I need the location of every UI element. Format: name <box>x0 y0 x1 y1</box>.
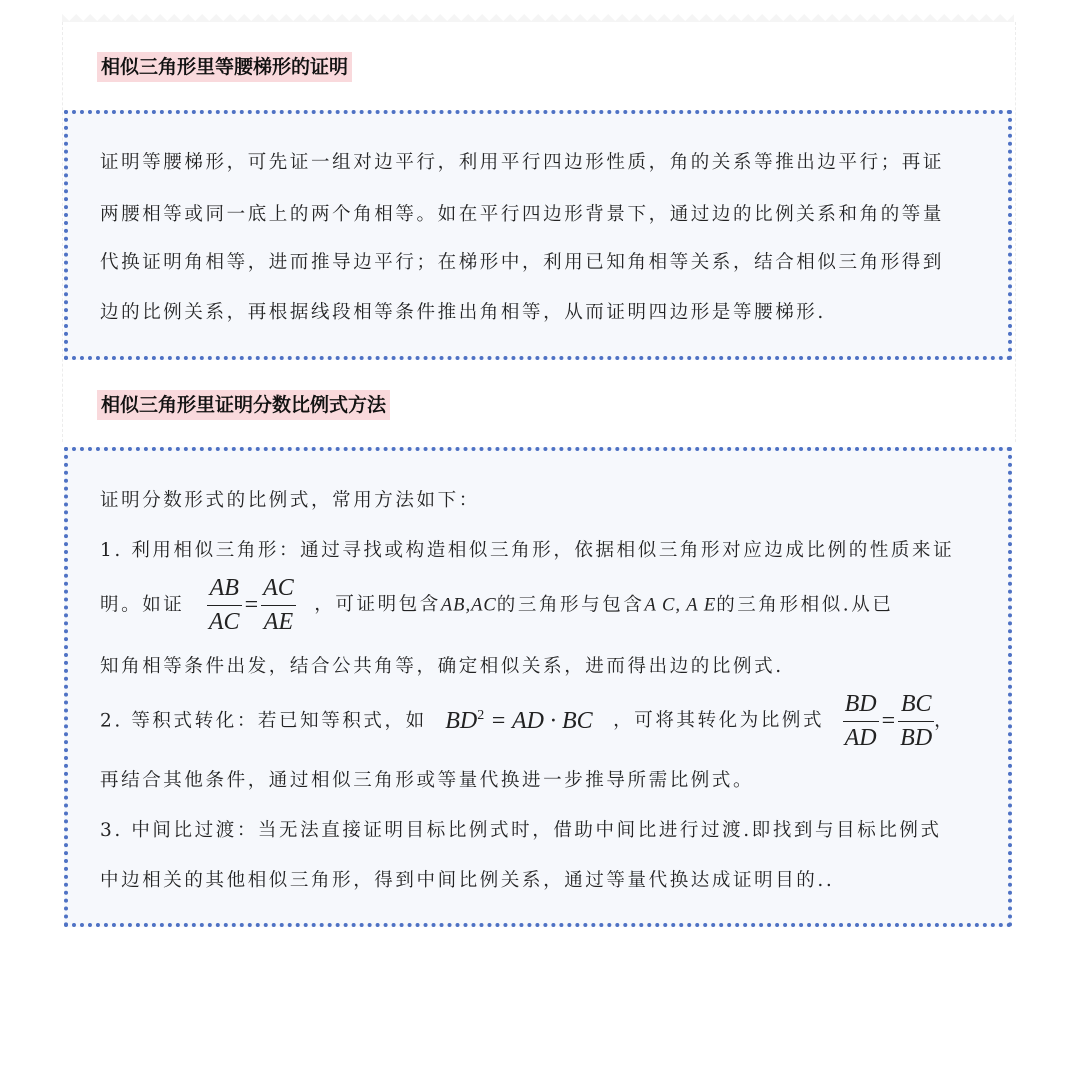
fraction-denominator: AD <box>844 724 877 751</box>
fraction-ac-over-ae <box>261 574 296 637</box>
method1-prefix: 明。如证 <box>100 594 185 616</box>
method1-mid-1: ，可证明包含 <box>314 594 441 616</box>
formula-exponent: 2 <box>477 707 485 723</box>
method1-suffix: 的三角形相似.从已 <box>716 594 894 616</box>
fraction-denominator: AE <box>263 608 294 635</box>
section1-line-4: 边的比例关系，再根据线段相等条件推出角相等，从而证明四边形是等腰梯形. <box>100 302 826 323</box>
formula-base: BD <box>445 707 478 734</box>
fraction-bd-over-ad <box>843 690 879 753</box>
method3-line-1: 3. 中间比过渡：当无法直接证明目标比例式时，借助中间比进行过渡.即找到与目标比例式 <box>100 820 942 841</box>
formula-rest: = AD · BC <box>484 707 593 734</box>
fraction-denominator: BD <box>900 724 933 751</box>
method2-prefix: 2. 等积式转化：若已知等积式，如 <box>100 710 427 732</box>
method1-line-3: 知角相等条件出发，结合公共角等，确定相似关系，进而得出边的比例式. <box>100 656 784 677</box>
method2-mid: ，可将其转化为比例式 <box>613 710 825 732</box>
method1-line-1: 1. 利用相似三角形：通过寻找或构造相似三角形，依据相似三角形对应边成比例的性质来证 <box>100 540 955 561</box>
section1-title: 相似三角形里等腰梯形的证明 <box>97 52 352 82</box>
segments-ac-ae: A C, A E <box>644 595 717 616</box>
section2-intro: 证明分数形式的比例式，常用方法如下： <box>100 490 480 511</box>
fraction-numerator: BC <box>898 690 934 722</box>
section1-line-3: 代换证明角相等，进而推导边平行；在梯形中，利用已知角相等关系，结合相似三角形得到 <box>100 252 945 273</box>
method1-mid-2: 的三角形与包含 <box>496 594 645 616</box>
method2-line-1 <box>100 690 955 753</box>
section1-line-2: 两腰相等或同一底上的两个角相等。如在平行四边形背景下，通过边的比例关系和角的等量 <box>100 204 945 225</box>
method2-line-2: 再结合其他条件，通过相似三角形或等量代换进一步推导所需比例式。 <box>100 770 755 791</box>
product-formula <box>445 708 592 734</box>
method1-line-2 <box>100 574 894 637</box>
fraction-denominator: AC <box>208 608 240 635</box>
fraction-bc-over-bd <box>898 690 934 753</box>
equals-sign: = <box>244 591 259 618</box>
method3-line-2: 中边相关的其他相似三角形，得到中间比例关系，通过等量代换达成证明目的.. <box>100 870 835 891</box>
segments-ab-ac: AB,AC <box>440 595 497 616</box>
equals-sign: = <box>881 707 896 734</box>
fraction-numerator: AC <box>261 574 296 606</box>
section2-title: 相似三角形里证明分数比例式方法 <box>97 390 390 420</box>
section1-line-1: 证明等腰梯形，可先证一组对边平行，利用平行四边形性质，角的关系等推出边平行；再证 <box>100 152 945 173</box>
section2-box <box>64 447 1012 927</box>
fraction-numerator: BD <box>843 690 879 722</box>
fraction-ab-over-ac <box>207 574 242 637</box>
method2-suffix: ， <box>934 710 956 732</box>
fraction-numerator: AB <box>207 574 242 606</box>
